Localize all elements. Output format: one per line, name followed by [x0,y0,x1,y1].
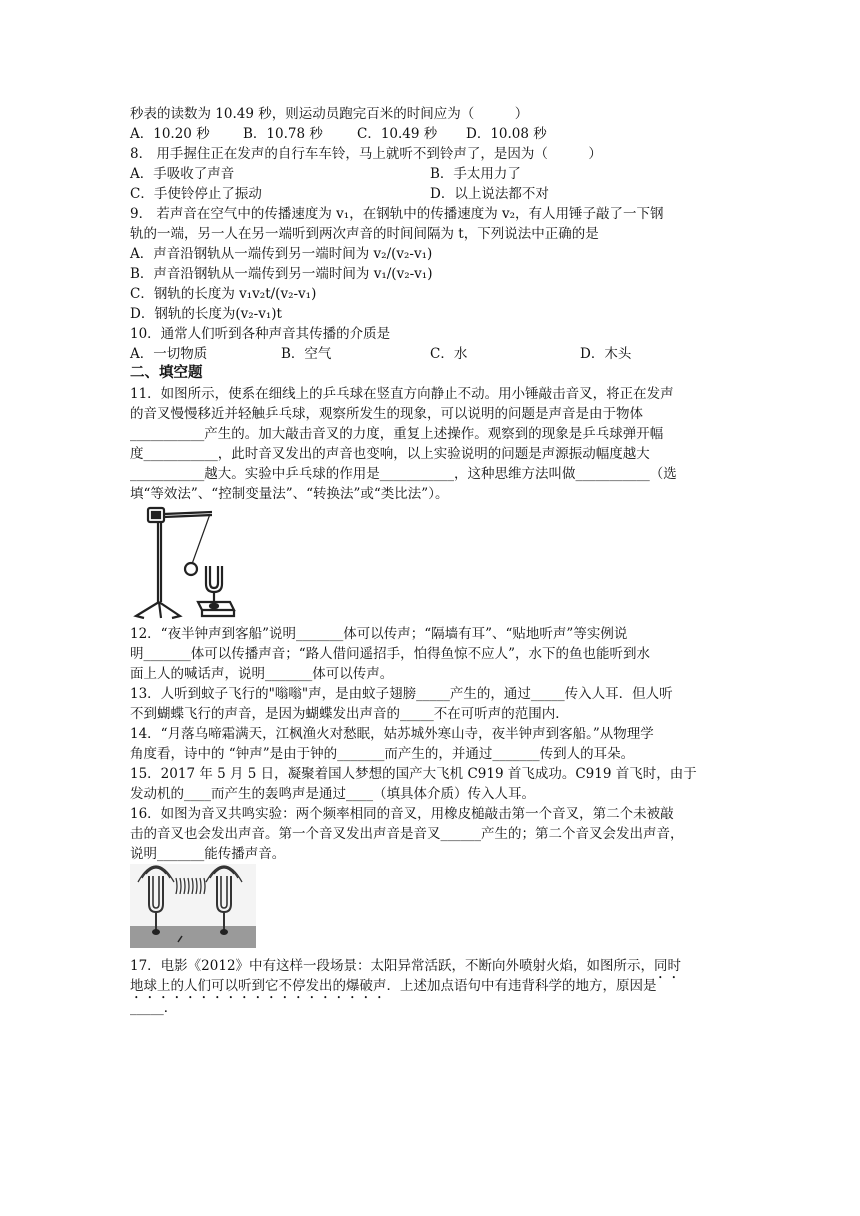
q17-line [130,976,657,1002]
q8-option-a: A．手吸收了声音 [130,166,235,182]
q11-line: ___________越大。实验中乒乓球的作用是___________，这种思维方法叫做___________（选 [130,466,677,482]
q11-line: 度___________，此时音叉发出的声音也变响，以上实验说明的问题是声源振动幅度越大 [130,446,650,462]
q13-line: 13．人听到蚊子飞行的"嗡嗡"声，是由蚊子翅膀_____产生的，通过_____传入人耳．但人听 [130,686,673,702]
q11-line: 的音叉慢慢移近并轻触乒乓球，观察所发生的现象，可以说明的问题是声音是由于物体 [130,406,643,422]
q7-stem: 秒表的读数为 10.49 秒，则运动员跑完百米的时间应为（ ） [130,106,529,122]
q9-option-c: C．钢轨的长度为 v₁v₂t/(v₂-v₁) [130,286,317,302]
q17-text: ．上述加点语句中有违背科学的地方，原因是 [386,978,657,994]
q16-line: 16．如图为音叉共鸣实验：两个频率相同的音叉，用橡皮槌敲击第一个音叉，第二个未被敲 [130,806,674,822]
q12-line: 面上人的喊话声，说明_______体可以传声。 [130,666,394,682]
q7-option-d: D．10.08 秒 [466,126,547,142]
q11-line: 11．如图所示，使系在细线上的乒乓球在竖直方向静止不动。用小锤敲击音叉，将正在发声 [130,386,674,402]
q16-line: 击的音叉也会发出声音。第一个音叉发出声音是音叉______产生的；第二个音叉会发出声音， [130,826,684,842]
q8-option-b: B．手太用力了 [430,166,521,182]
q10-option-a: A．一切物质 [130,346,208,362]
q17-text: 17．电影《2012》中有这样一段场景：太阳异常活跃，不断向外喷射火焰，如图所示， [130,958,655,974]
q8-option-c: C．手使铃停止了振动 [130,186,262,202]
q16-line: 说明_______能传播声音。 [130,846,286,862]
q13-line: 不到蝴蝶飞行的声音，是因为蝴蝶发出声音的_____不在可听声的范围内． [130,706,569,722]
q17-answer-blank: _____． [130,1000,178,1016]
q9-stem-line-2: 轨的一端，另一人在另一端听到两次声音的时间间隔为 t，下列说法中正确的是 [130,226,599,242]
q11-line: ___________产生的。加大敲击音叉的力度，重复上述操作。观察到的现象是乒乓球弹开幅 [130,426,664,442]
q9-option-b: B．声音沿钢轨从一端传到另一端时间为 v₁/(v₂-v₁) [130,266,433,282]
section-heading: 二、填空题 [130,365,203,381]
q14-line: 角度看，诗中的 “钟声”是由于钟的_______而产生的，并通过_______传到人的耳朵。 [130,746,635,762]
q7-option-c: C．10.49 秒 [357,126,438,142]
q9-option-a: A．声音沿钢轨从一端传到另一端时间为 v₂/(v₂-v₁) [130,246,433,262]
q15-line: 15．2017 年 5 月 5 日，凝聚着国人梦想的国产大飞机 C919 首飞成功。C919 首飞时，由于 [130,766,697,782]
q7-option-a: A．10.20 秒 [130,126,210,142]
q17-dotted-text: 地球上的人们可以听到它不停发出的爆破声 [130,978,387,994]
q9-stem-line-1: 9． 若声音在空气中的传播速度为 v₁，在钢轨中的传播速度为 v₂，有人用锤子敲了一下钢 [130,206,664,222]
q14-line: 14．“月落乌啼霜满天，江枫渔火对愁眠，姑苏城外寒山寺，夜半钟声到客船。”从物理学 [130,726,654,742]
q10-option-b: B．空气 [281,346,332,362]
q9-option-d: D．钢轨的长度为(v₂-v₁)t [130,306,282,322]
q15-line: 发动机的____而产生的轰鸣声是通过____（填具体介质）传入人耳。 [130,786,535,802]
q12-line: 明_______体可以传播声音；“路人借问遥招手，怕得鱼惊不应人”，水下的鱼也能听到水 [130,646,651,662]
q11-line: 填“等效法”、“控制变量法”、“转换法”或“类比法”）。 [130,486,449,502]
q10-stem: 10．通常人们听到各种声音其传播的介质是 [130,326,391,342]
q17-dotted-text: 同时 [654,958,682,974]
q8-stem: 8． 用手握住正在发声的自行车车铃，马上就听不到铃声了，是因为（ ） [130,146,602,162]
q10-option-c: C．水 [430,346,468,362]
q8-option-d: D．以上说法都不对 [430,186,549,202]
tuning-fork-pingpong-figure [130,504,240,622]
q12-line: 12．“夜半钟声到客船”说明_______体可以传声；“隔墙有耳”、“贴地听声”等实例说 [130,626,628,642]
q7-option-b: B．10.78 秒 [243,126,323,142]
q10-option-d: D．木头 [580,346,632,362]
tuning-fork-resonance-figure [130,864,256,948]
